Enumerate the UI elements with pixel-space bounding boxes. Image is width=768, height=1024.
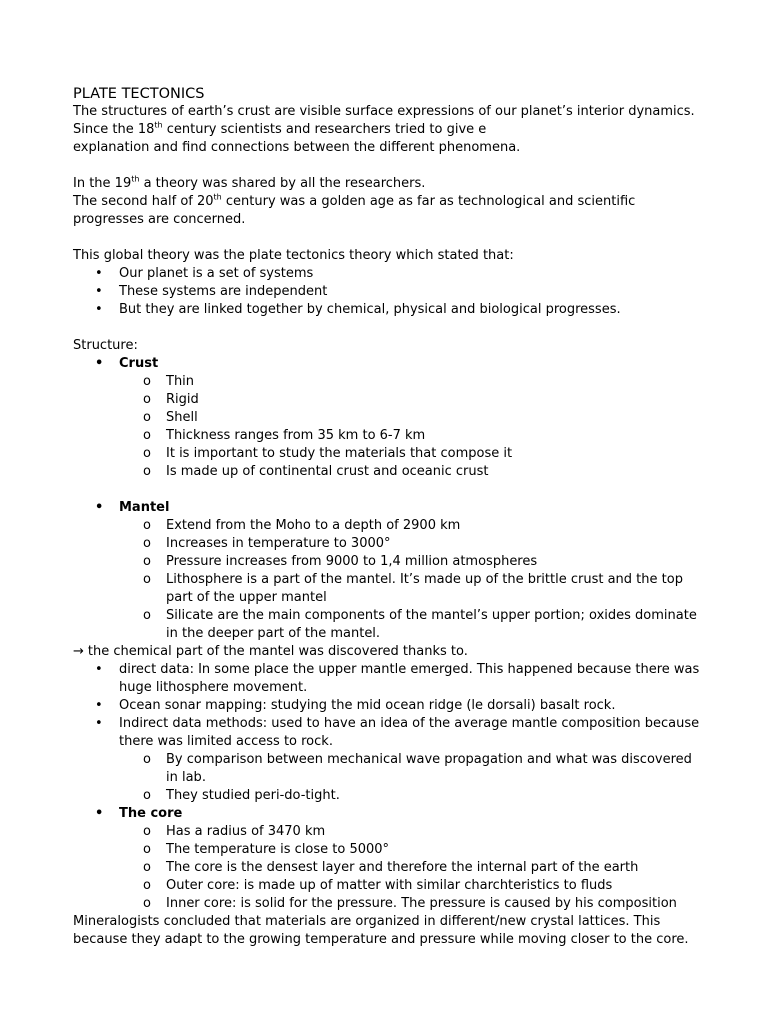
core-section bbox=[73, 805, 703, 913]
list-item-text: These systems are independent bbox=[119, 284, 328, 299]
list-item-text: Thin bbox=[166, 374, 195, 389]
list-item bbox=[73, 571, 703, 607]
ordinal-suffix: th bbox=[131, 174, 140, 184]
list-item-text: Rigid bbox=[166, 392, 199, 407]
chemical-line-text: the chemical part of the mantel was discovered thanks to. bbox=[87, 644, 468, 659]
bullet-icon: • bbox=[95, 284, 103, 299]
circle-bullet-icon: o bbox=[143, 410, 151, 425]
list-item bbox=[73, 445, 703, 463]
list-item-text: But they are linked together by chemical, physical and biological progresses. bbox=[119, 302, 621, 317]
history-line-2-text: The second half of 20 bbox=[73, 194, 214, 209]
list-item-text: Thickness ranges from 35 km to 6-7 km bbox=[166, 428, 426, 443]
circle-bullet-icon: o bbox=[143, 536, 151, 551]
list-item bbox=[73, 697, 703, 715]
bullet-icon: • bbox=[95, 500, 104, 515]
list-item bbox=[73, 661, 703, 697]
spacer bbox=[73, 157, 703, 175]
list-item-text: Lithosphere is a part of the mantel. It’s made up of the brittle crust and the top part of the upper mantel bbox=[166, 572, 683, 605]
list-item bbox=[73, 535, 703, 553]
list-item-text: Extend from the Moho to a depth of 2900 km bbox=[166, 518, 461, 533]
intro-line-2-rest: century scientists and researchers tried to give e bbox=[162, 122, 487, 137]
intro-line-2 bbox=[73, 121, 703, 139]
circle-bullet-icon: o bbox=[143, 878, 151, 893]
list-item bbox=[73, 463, 703, 481]
circle-bullet-icon: o bbox=[143, 608, 151, 623]
bullet-icon: • bbox=[95, 266, 103, 281]
list-item bbox=[73, 391, 703, 409]
spacer bbox=[73, 229, 703, 247]
history-line-1-text: In the 19 bbox=[73, 176, 132, 191]
circle-bullet-icon: o bbox=[143, 518, 151, 533]
theory-lead: This global theory was the plate tectonics theory which stated that: bbox=[73, 248, 514, 263]
section-heading: The core bbox=[119, 806, 183, 821]
list-item bbox=[73, 427, 703, 445]
page-title: PLATE TECTONICS bbox=[73, 86, 205, 102]
ordinal-suffix: th bbox=[154, 120, 163, 130]
list-item-text: Indirect data methods: used to have an idea of the average mantle composition because there was limited access to rock. bbox=[119, 716, 700, 749]
list-item bbox=[73, 553, 703, 571]
circle-bullet-icon: o bbox=[143, 392, 151, 407]
history-line-1-rest: a theory was shared by all the researchers. bbox=[139, 176, 426, 191]
circle-bullet-icon: o bbox=[143, 464, 151, 479]
bullet-icon: • bbox=[95, 302, 103, 317]
list-item-text: Is made up of continental crust and oceanic crust bbox=[166, 464, 489, 479]
list-item bbox=[73, 859, 703, 877]
intro-line-2-text: Since the 18 bbox=[73, 122, 155, 137]
intro-line-3: explanation and find connections between the different phenomena. bbox=[73, 140, 521, 155]
section-heading: Mantel bbox=[119, 500, 170, 515]
list-item bbox=[73, 751, 703, 787]
section-heading: Crust bbox=[119, 356, 159, 371]
spacer bbox=[73, 481, 703, 499]
list-item-text: The temperature is close to 5000° bbox=[166, 842, 390, 857]
crust-section bbox=[73, 355, 703, 481]
circle-bullet-icon: o bbox=[143, 860, 151, 875]
circle-bullet-icon: o bbox=[143, 842, 151, 857]
document-page bbox=[73, 85, 703, 949]
list-item bbox=[73, 301, 703, 319]
bullet-icon: • bbox=[95, 716, 103, 731]
circle-bullet-icon: o bbox=[143, 428, 151, 443]
arrow-right-icon: → bbox=[73, 644, 84, 659]
circle-bullet-icon: o bbox=[143, 554, 151, 569]
list-item-text: They studied peri-do-tight. bbox=[166, 788, 340, 803]
history-line-2-rest: century was a golden age as far as technological and scientific progresses are concerned. bbox=[73, 194, 636, 227]
chemical-line bbox=[73, 643, 703, 661]
mantel-heading bbox=[73, 499, 703, 517]
list-item-text: By comparison between mechanical wave propagation and what was discovered in lab. bbox=[166, 752, 692, 785]
circle-bullet-icon: o bbox=[143, 788, 151, 803]
mantel-section bbox=[73, 499, 703, 643]
list-item bbox=[73, 607, 703, 643]
list-item-text: Inner core: is solid for the pressure. The pressure is caused by his composition bbox=[166, 896, 677, 911]
list-item bbox=[73, 877, 703, 895]
list-item bbox=[73, 373, 703, 391]
list-item bbox=[73, 787, 703, 805]
list-item-text: It is important to study the materials that compose it bbox=[166, 446, 513, 461]
circle-bullet-icon: o bbox=[143, 446, 151, 461]
core-heading bbox=[73, 805, 703, 823]
circle-bullet-icon: o bbox=[143, 752, 151, 767]
circle-bullet-icon: o bbox=[143, 896, 151, 911]
circle-bullet-icon: o bbox=[143, 572, 151, 587]
list-item-text: Pressure increases from 9000 to 1,4 million atmospheres bbox=[166, 554, 538, 569]
list-item bbox=[73, 895, 703, 913]
spacer bbox=[73, 319, 703, 337]
data-methods-list bbox=[73, 661, 703, 805]
crust-heading bbox=[73, 355, 703, 373]
list-item bbox=[73, 715, 703, 751]
history-line-1 bbox=[73, 175, 703, 193]
theory-list bbox=[73, 265, 703, 319]
list-item bbox=[73, 841, 703, 859]
list-item-text: Ocean sonar mapping: studying the mid ocean ridge (le dorsali) basalt rock. bbox=[119, 698, 616, 713]
bullet-icon: • bbox=[95, 806, 104, 821]
conclusion-paragraph: Mineralogists concluded that materials are organized in different/new crystal lattices. This because they adapt to the growing temperature and pressure while moving closer to the core. bbox=[73, 914, 689, 947]
list-item bbox=[73, 409, 703, 427]
circle-bullet-icon: o bbox=[143, 374, 151, 389]
bullet-icon: • bbox=[95, 356, 104, 371]
intro-line-1: The structures of earth’s crust are visible surface expressions of our planet’s interior dynamics. bbox=[73, 104, 695, 119]
circle-bullet-icon: o bbox=[143, 824, 151, 839]
list-item-text: Outer core: is made up of matter with similar charchteristics to fluds bbox=[166, 878, 613, 893]
list-item-text: Increases in temperature to 3000° bbox=[166, 536, 391, 551]
list-item bbox=[73, 283, 703, 301]
list-item-text: Shell bbox=[166, 410, 198, 425]
structure-label: Structure: bbox=[73, 338, 138, 353]
bullet-icon: • bbox=[95, 698, 103, 713]
list-item-text: Silicate are the main components of the mantel’s upper portion; oxides dominate in the deeper part of the mantel. bbox=[166, 608, 697, 641]
list-item bbox=[73, 823, 703, 841]
list-item-text: direct data: In some place the upper mantle emerged. This happened because there was huge lithosphere movement. bbox=[119, 662, 700, 695]
list-item-text: The core is the densest layer and therefore the internal part of the earth bbox=[166, 860, 639, 875]
history-line-2 bbox=[73, 193, 703, 229]
bullet-icon: • bbox=[95, 662, 103, 677]
list-item-text: Our planet is a set of systems bbox=[119, 266, 314, 281]
ordinal-suffix: th bbox=[213, 192, 222, 202]
list-item-text: Has a radius of 3470 km bbox=[166, 824, 326, 839]
list-item bbox=[73, 265, 703, 283]
list-item bbox=[73, 517, 703, 535]
